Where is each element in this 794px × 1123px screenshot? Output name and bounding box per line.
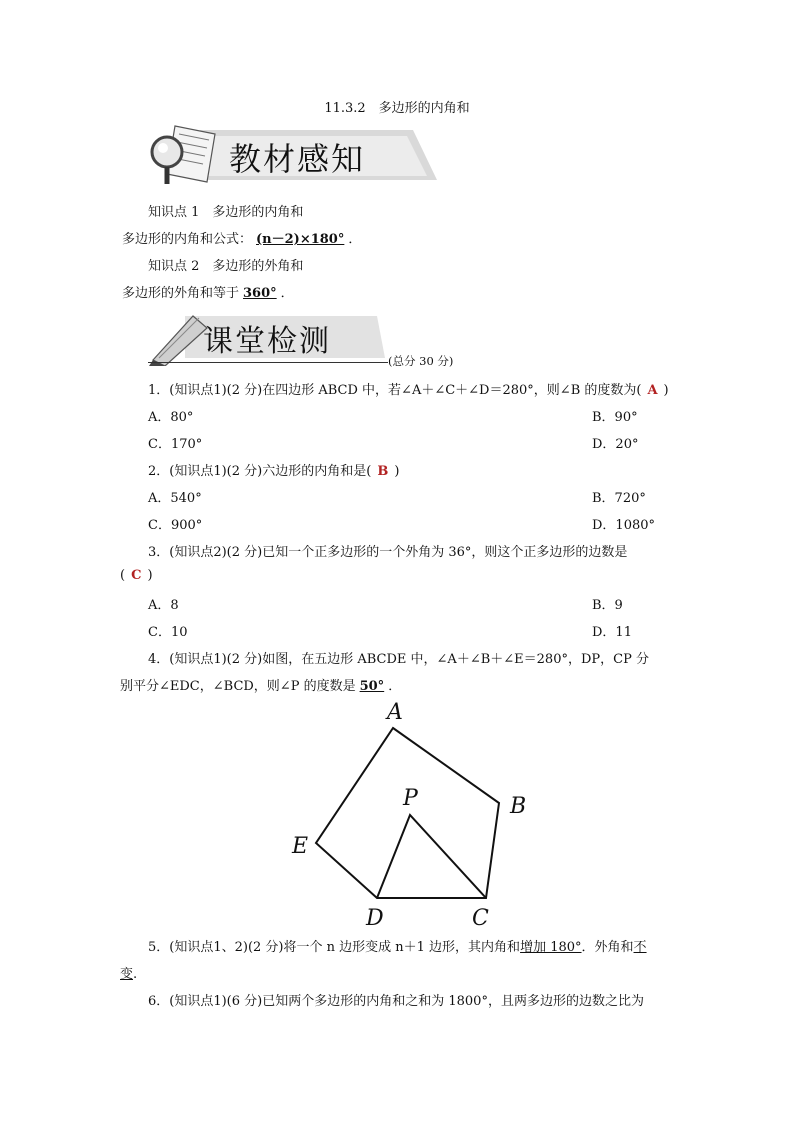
q5-answer-1: 增加 180° xyxy=(520,940,582,955)
question-5-line2: 变. xyxy=(120,967,138,982)
q2-option-c: C．900° xyxy=(148,518,203,533)
q4-answer: 50° xyxy=(359,679,385,694)
question-3-line1: 3．(知识点2)(2 分)已知一个正多边形的一个外角为 36°，则这个正多边形的边数是 xyxy=(148,545,628,560)
label-d: D xyxy=(366,906,384,931)
knowledge-point-1-heading: 知识点 1 多边形的内角和 xyxy=(148,205,304,220)
question-3-line2: ( C ) xyxy=(120,568,153,583)
banner-underline xyxy=(148,362,388,363)
banner-title: 教材感知 xyxy=(229,140,366,178)
q1-option-b: B．90° xyxy=(592,410,638,425)
label-a: A xyxy=(387,700,403,725)
knowledge-point-2-heading: 知识点 2 多边形的外角和 xyxy=(148,259,304,274)
question-5-line1: 5．(知识点1、2)(2 分)将一个 n 边形变成 n＋1 边形，其内角和增加 180°．外角和不 xyxy=(148,940,647,955)
q5-answer-2b: 变 xyxy=(120,967,134,982)
label-b: B xyxy=(510,794,527,819)
banner-title: 课堂检测 xyxy=(203,324,331,359)
angle-bisectors-dp-cp xyxy=(377,815,486,898)
q3-option-c: C．10 xyxy=(148,625,188,640)
pentagon-figure xyxy=(280,695,540,935)
q1-option-d: D．20° xyxy=(592,437,639,452)
q3-option-d: D．11 xyxy=(592,625,632,640)
kp2-answer: 360° xyxy=(243,286,277,301)
question-4-line1: 4．(知识点1)(2 分)如图，在五边形 ABCDE 中，∠A＋∠B＋∠E＝280°，DP，CP 分 xyxy=(148,652,649,667)
q1-option-a: A．80° xyxy=(148,410,194,425)
kp1-answer: (n－2)×180° xyxy=(256,232,345,247)
q5-answer-2a: 不 xyxy=(633,940,647,955)
section-banner-classroom-test xyxy=(145,308,390,366)
question-2: 2．(知识点1)(2 分)六边形的内角和是( B ) xyxy=(148,464,400,479)
q1-stem: 1．(知识点1)(2 分)在四边形 ABCD 中，若∠A＋∠C＋∠D＝280°，则∠B 的度数为( xyxy=(148,383,642,398)
q2-option-d: D．1080° xyxy=(592,518,656,533)
q2-answer: B xyxy=(377,464,389,479)
label-e: E xyxy=(292,834,309,859)
knowledge-point-2-line: 多边形的外角和等于 360° ． xyxy=(122,286,294,301)
q2-stem: 2．(知识点1)(2 分)六边形的内角和是( xyxy=(148,464,372,479)
q1-answer: A xyxy=(647,383,658,398)
total-score: (总分 30 分) xyxy=(388,354,454,368)
label-c: C xyxy=(472,906,489,931)
q1-option-c: C．170° xyxy=(148,437,203,452)
kp2-text: 多边形的外角和等于 xyxy=(122,286,240,301)
q2-option-a: A．540° xyxy=(148,491,202,506)
section-banner-textbook xyxy=(145,124,440,186)
question-1: 1．(知识点1)(2 分)在四边形 ABCD 中，若∠A＋∠C＋∠D＝280°，则∠B 的度数为( A ) xyxy=(148,383,669,398)
kp1-text: 多边形的内角和公式： xyxy=(122,232,253,247)
knowledge-point-1-line: 多边形的内角和公式： (n－2)×180° ． xyxy=(122,232,362,247)
q3-option-a: A．8 xyxy=(148,598,179,613)
q3-option-b: B．9 xyxy=(592,598,623,613)
question-4-line2: 别平分∠EDC，∠BCD，则∠P 的度数是 50° ． xyxy=(120,679,402,694)
q2-option-b: B．720° xyxy=(592,491,646,506)
label-p: P xyxy=(403,786,418,811)
q3-answer: C xyxy=(131,568,142,583)
question-6-line1: 6．(知识点1)(6 分)已知两个多边形的内角和之和为 1800°，且两多边形的边数之比为 xyxy=(148,994,644,1009)
pentagon-abcde xyxy=(316,728,499,898)
page-title: 11.3.2 多边形的内角和 xyxy=(324,101,470,116)
